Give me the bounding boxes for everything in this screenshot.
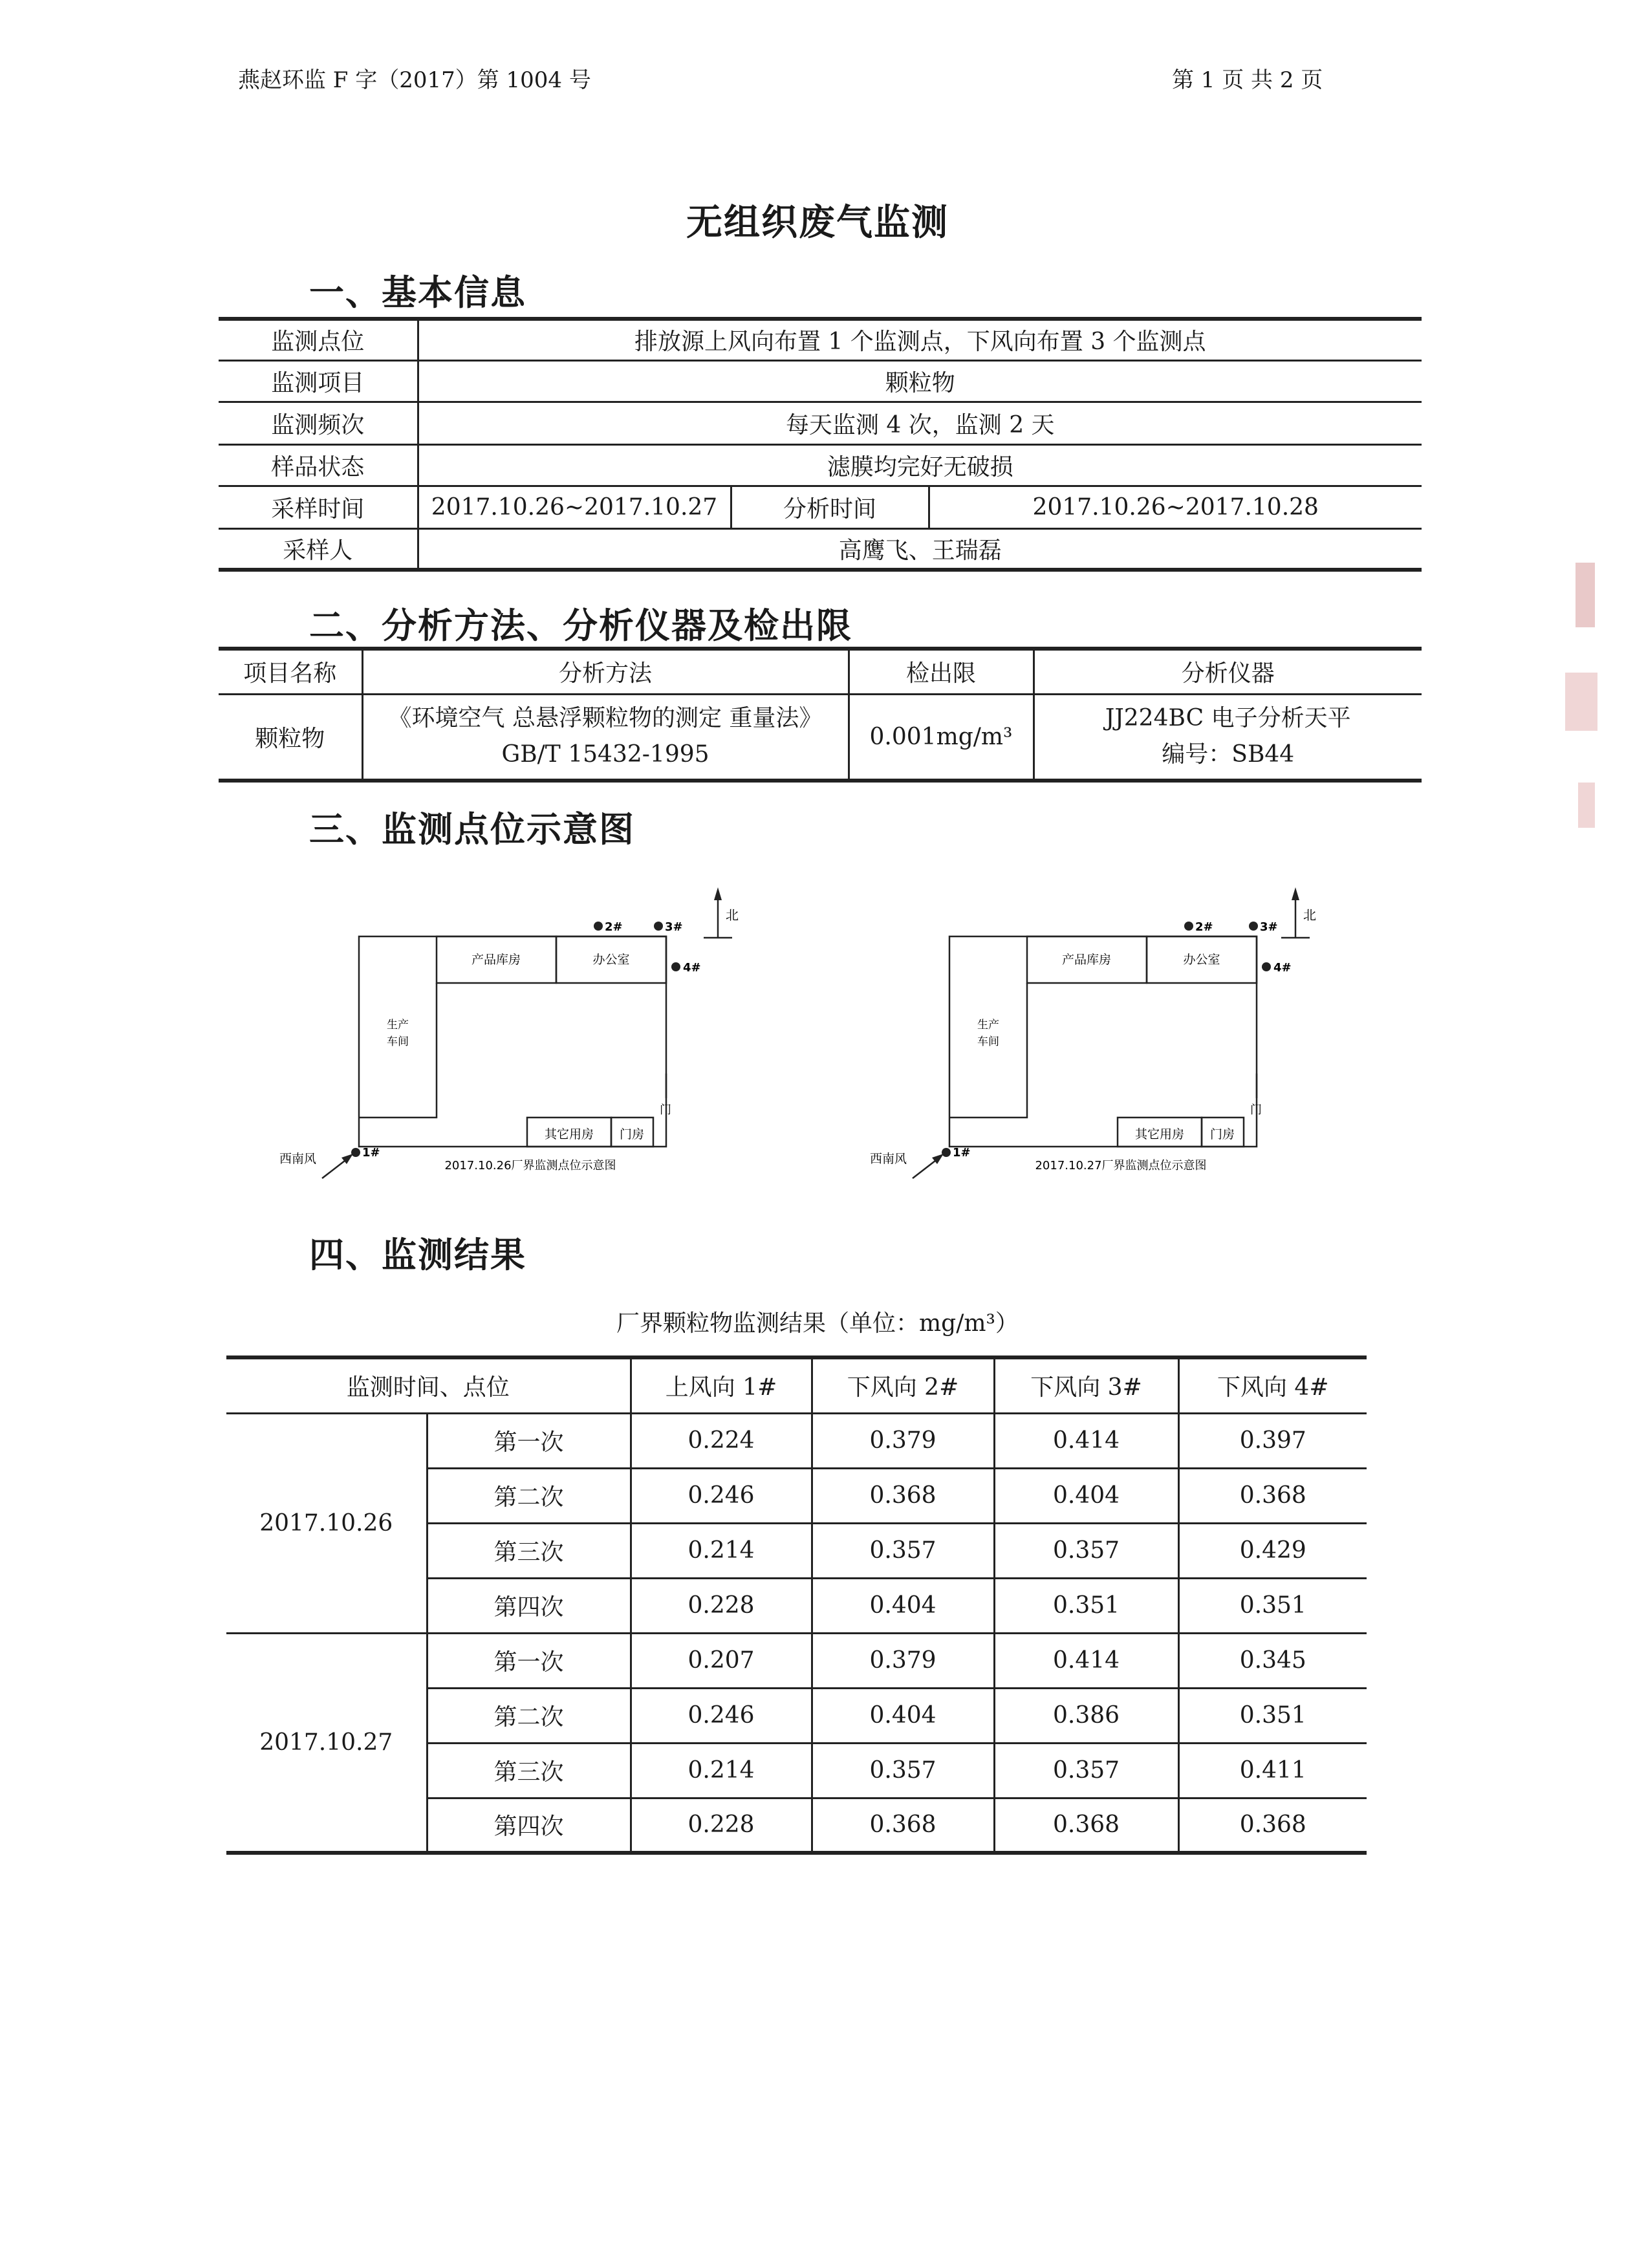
section-diagram-heading: 三、监测点位示意图 — [309, 808, 635, 850]
table-row — [219, 402, 1422, 444]
monitoring-diagram-2 — [862, 880, 1354, 1190]
method-name: 《环境空气 总悬浮颗粒物的测定 重量法》 — [388, 705, 823, 732]
value-cell: 0.414 — [994, 1633, 1178, 1688]
row-value: 滤膜均完好无破损 — [418, 444, 1422, 486]
value-cell: 0.414 — [994, 1413, 1178, 1468]
diagram-1-caption: 2017.10.26厂界监测点位示意图 — [444, 1159, 616, 1172]
table-row — [219, 649, 1422, 694]
value-cell: 0.351 — [994, 1578, 1178, 1633]
value-cell: 0.345 — [1178, 1633, 1367, 1688]
value-cell: 0.351 — [1178, 1688, 1367, 1743]
analysis-time-value: 2017.10.26~2017.10.28 — [929, 486, 1422, 528]
other-rooms-label: 其它用房 — [544, 1127, 594, 1141]
page-title: 无组织废气监测 — [686, 201, 949, 244]
table-header-row — [226, 1357, 1367, 1413]
guard-room-label: 门房 — [1209, 1127, 1235, 1141]
product-store-label: 产品库房 — [1061, 953, 1112, 967]
workshop-label-2: 车间 — [387, 1035, 409, 1048]
header-downwind-2: 下风向 2# — [812, 1357, 994, 1413]
value-cell: 0.404 — [812, 1578, 994, 1633]
section-method-heading: 二、分析方法、分析仪器及检出限 — [309, 605, 852, 646]
wind-label: 西南风 — [279, 1152, 317, 1166]
basic-info-table — [219, 317, 1422, 572]
round-cell: 第一次 — [427, 1413, 631, 1468]
table-row — [219, 486, 1422, 528]
value-cell: 0.351 — [1178, 1578, 1367, 1633]
round-cell: 第四次 — [427, 1578, 631, 1633]
stamp-mark — [1575, 563, 1595, 627]
sampling-time-label: 采样时间 — [219, 486, 418, 528]
round-cell: 第二次 — [427, 1468, 631, 1523]
header-downwind-3: 下风向 3# — [994, 1357, 1178, 1413]
row-value: 每天监测 4 次，监测 2 天 — [418, 402, 1422, 444]
row-label: 监测点位 — [219, 319, 418, 360]
guard-room-label: 门房 — [619, 1127, 645, 1141]
point-1-label: 1# — [953, 1146, 971, 1160]
value-cell: 0.246 — [631, 1468, 812, 1523]
value-cell: 0.368 — [812, 1468, 994, 1523]
row-label: 样品状态 — [219, 444, 418, 486]
sampler-label: 采样人 — [219, 528, 418, 570]
value-cell: 0.357 — [994, 1743, 1178, 1798]
header-downwind-4: 下风向 4# — [1178, 1357, 1367, 1413]
table-row — [219, 694, 1422, 781]
instrument-name: JJ224BC 电子分析天平 — [1105, 705, 1351, 732]
workshop-label: 生产 — [977, 1019, 999, 1031]
row-value: 颗粒物 — [418, 360, 1422, 402]
value-cell: 0.246 — [631, 1688, 812, 1743]
workshop-label-2: 车间 — [977, 1035, 999, 1048]
product-store-label: 产品库房 — [471, 953, 521, 967]
header-time-point: 监测时间、点位 — [226, 1357, 631, 1413]
table-row — [219, 360, 1422, 402]
instrument-number: 编号：SB44 — [1162, 741, 1295, 768]
header-upwind-1: 上风向 1# — [631, 1357, 812, 1413]
point-2-label: 2# — [1195, 920, 1213, 934]
table-row — [226, 1413, 1367, 1468]
method-standard: GB/T 15432-1995 — [501, 741, 709, 768]
office-label: 办公室 — [1183, 953, 1220, 967]
point-1-label: 1# — [362, 1146, 380, 1160]
detection-limit: 0.001mg/m³ — [849, 694, 1034, 781]
method-table — [219, 647, 1422, 783]
date-cell: 2017.10.26 — [226, 1413, 427, 1633]
round-cell: 第三次 — [427, 1743, 631, 1798]
value-cell: 0.386 — [994, 1688, 1178, 1743]
office-label: 办公室 — [592, 953, 630, 967]
value-cell: 0.214 — [631, 1523, 812, 1578]
section-basic-info-heading: 一、基本信息 — [309, 272, 526, 313]
value-cell: 0.404 — [812, 1688, 994, 1743]
page-info: 第 1 页 共 2 页 — [1172, 67, 1323, 93]
point-4-label: 4# — [1273, 961, 1292, 975]
header-method: 分析方法 — [362, 649, 849, 694]
value-cell: 0.429 — [1178, 1523, 1367, 1578]
value-cell: 0.228 — [631, 1798, 812, 1853]
north-label: 北 — [726, 907, 739, 923]
value-cell: 0.224 — [631, 1413, 812, 1468]
sampling-time-value: 2017.10.26~2017.10.27 — [418, 486, 731, 528]
round-cell: 第二次 — [427, 1688, 631, 1743]
table-row — [219, 319, 1422, 360]
table-row — [226, 1633, 1367, 1688]
header-instrument: 分析仪器 — [1034, 649, 1422, 694]
method-cell — [362, 694, 849, 781]
value-cell: 0.368 — [1178, 1798, 1367, 1853]
door-label: 门 — [660, 1103, 671, 1117]
row-label: 监测项目 — [219, 360, 418, 402]
value-cell: 0.379 — [812, 1413, 994, 1468]
value-cell: 0.368 — [812, 1798, 994, 1853]
round-cell: 第一次 — [427, 1633, 631, 1688]
item-name: 颗粒物 — [219, 694, 362, 781]
value-cell: 0.411 — [1178, 1743, 1367, 1798]
value-cell: 0.379 — [812, 1633, 994, 1688]
value-cell: 0.357 — [812, 1523, 994, 1578]
section-results-heading: 四、监测结果 — [309, 1234, 526, 1275]
stamp-mark — [1565, 673, 1597, 731]
other-rooms-label: 其它用房 — [1134, 1127, 1185, 1141]
door-label: 门 — [1250, 1103, 1262, 1117]
workshop-label: 生产 — [387, 1019, 409, 1031]
point-4-label: 4# — [683, 961, 701, 975]
value-cell: 0.357 — [812, 1743, 994, 1798]
header-limit: 检出限 — [849, 649, 1034, 694]
date-cell: 2017.10.27 — [226, 1633, 427, 1853]
document-number: 燕赵环监 F 字（2017）第 1004 号 — [238, 67, 591, 93]
row-label: 监测频次 — [219, 402, 418, 444]
instrument-cell — [1034, 694, 1422, 781]
diagram-2-caption: 2017.10.27厂界监测点位示意图 — [1035, 1159, 1207, 1172]
analysis-time-label: 分析时间 — [731, 486, 929, 528]
value-cell: 0.357 — [994, 1523, 1178, 1578]
table-row — [219, 528, 1422, 570]
round-cell: 第四次 — [427, 1798, 631, 1853]
results-table — [226, 1355, 1367, 1855]
point-3-label: 3# — [1260, 920, 1278, 934]
value-cell: 0.207 — [631, 1633, 812, 1688]
value-cell: 0.214 — [631, 1743, 812, 1798]
round-cell: 第三次 — [427, 1523, 631, 1578]
north-label: 北 — [1303, 907, 1316, 923]
monitoring-diagram-1 — [272, 880, 763, 1190]
header-item: 项目名称 — [219, 649, 362, 694]
value-cell: 0.228 — [631, 1578, 812, 1633]
value-cell: 0.368 — [1178, 1468, 1367, 1523]
row-value: 排放源上风向布置 1 个监测点，下风向布置 3 个监测点 — [418, 319, 1422, 360]
sampler-value: 高鹰飞、王瑞磊 — [418, 528, 1422, 570]
value-cell: 0.404 — [994, 1468, 1178, 1523]
wind-label: 西南风 — [870, 1152, 907, 1166]
results-table-caption: 厂界颗粒物监测结果（单位：mg/m³） — [616, 1310, 1019, 1337]
stamp-mark — [1578, 783, 1595, 828]
value-cell: 0.368 — [994, 1798, 1178, 1853]
point-2-label: 2# — [605, 920, 623, 934]
table-row — [219, 444, 1422, 486]
point-3-label: 3# — [665, 920, 683, 934]
value-cell: 0.397 — [1178, 1413, 1367, 1468]
